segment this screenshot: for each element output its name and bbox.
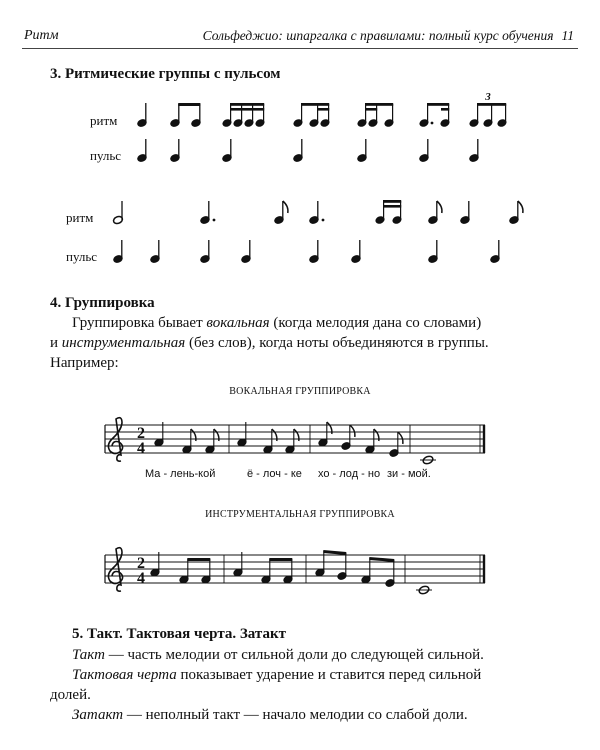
dotted-eighth-sixteenth-icon [419,103,450,127]
eighth-note-icon [389,432,403,458]
instrumental-grouping-caption: ИНСТРУМЕНТАЛЬНАЯ ГРУППИРОВКА [205,509,395,520]
instrumental-grouping-staff [0,545,600,615]
half-note-icon [420,455,436,465]
lyric-2: ё - лоч - ке [247,468,302,480]
quarter-note-icon [200,240,211,264]
pulse-row-1 [137,139,480,163]
vocal-grouping-caption: ВОКАЛЬНАЯ ГРУППИРОВКА [229,386,371,397]
quarter-note-icon [490,240,501,264]
quarter-note-icon [113,240,124,264]
rhythm-groups-notation [0,0,600,300]
eighth-note-icon [274,201,288,225]
line2-text-b: (без слов), когда ноты объединяются в группы. [185,335,489,351]
lyric-3: хо - лод - но [318,468,381,480]
half-note-icon [112,201,123,225]
quarter-note-icon [170,139,181,163]
eighth-note-icon [285,429,299,454]
grouping-paragraph-line-3: Например: [50,355,119,371]
quarter-note-icon [293,139,304,163]
line2-text-a: и [50,335,62,351]
eighth-note-icon [428,201,442,225]
sixteenth-note-icon [222,103,265,127]
eighth-sixteenth-group-icon [293,103,330,127]
term-vocal: вокальная [206,315,270,331]
quarter-note-icon [357,139,368,163]
section-3-heading: 3. Ритмические группы с пульсом [50,66,281,82]
line1-text-a: Группировка бывает [72,315,207,331]
quarter-note-icon [309,240,320,264]
eighth-note-icon [509,201,523,225]
quarter-note-icon [233,552,243,577]
eighth-note-icon [365,429,379,454]
quarter-note-icon [460,201,471,225]
grouping-paragraph-line-2 [50,333,489,353]
row-label-rhythm-2: ритм [66,210,94,225]
term-anacrusis: Затакт [72,707,124,723]
quarter-note-icon [154,422,164,447]
time-signature-bottom: 4 [137,440,145,457]
triplet-icon [469,103,507,127]
quarter-note-icon [222,139,233,163]
eighth-note-icon [263,429,277,454]
half-note-icon [416,585,432,595]
line1-text-b: (когда мелодия дана со словами) [269,315,482,331]
eighth-note-icon [170,103,202,128]
quarter-note-icon [419,139,430,163]
time-signature-bottom: 4 [137,570,145,587]
rhythm-row-1 [137,103,507,128]
vocal-melody-notes [154,422,436,465]
eighth-note-icon [318,422,332,447]
time-signature-top: 2 [137,425,145,442]
instrumental-melody-notes [150,550,432,595]
section-4-heading: 4. Группировка [50,295,155,311]
dotted-quarter-note-icon [200,201,216,225]
definition-anacrusis-text: — неполный такт — начало мелодии со слабой доли. [123,707,468,723]
eighth-note-icon [205,429,219,454]
term-instrumental: инструментальная [61,335,186,351]
quarter-note-icon [150,552,160,577]
sixteenth-eighth-group-icon [357,103,394,127]
header-title-text: Сольфеджио: шпаргалка с правилами: полный курс обучения [202,28,554,43]
page-number: 11 [561,28,574,43]
rhythm-row-2 [112,200,522,225]
row-label-pulse-1: пульс [90,148,122,163]
quarter-note-icon [137,103,148,128]
pulse-row-2 [113,240,501,264]
definition-measure [72,645,484,665]
dotted-quarter-note-icon [309,201,325,225]
definition-anacrusis [72,705,468,725]
definition-barline [72,665,481,685]
definition-barline-continued: долей. [50,687,91,703]
sixteenth-note-icon [375,200,402,224]
lyric-4: зи - мой. [387,468,431,480]
grouping-paragraph-line-1 [72,313,481,333]
definition-barline-text: показывает ударение и ставится перед сильной [176,667,482,683]
quarter-note-icon [428,240,439,264]
term-barline: Тактовая черта [72,667,177,683]
row-label-rhythm-1: ритм [90,113,118,128]
lyric-1: Ма - лень-кой [145,468,216,480]
quarter-note-icon [351,240,362,264]
quarter-note-icon [469,139,480,163]
quarter-note-icon [241,240,252,264]
quarter-note-icon [137,139,148,163]
triplet-label: 3 [485,91,491,103]
row-label-pulse-2: пульс [66,249,98,264]
quarter-note-icon [150,240,161,264]
section-5-heading: 5. Такт. Тактовая черта. Затакт [72,626,286,642]
header-section-name: Ритм [24,28,59,43]
eighth-note-icon [182,429,196,454]
vocal-grouping-staff [0,415,600,505]
definition-measure-text: — часть мелодии от сильной доли до следующей сильной. [104,647,484,663]
quarter-note-icon [237,422,247,447]
time-signature-top: 2 [137,555,145,572]
term-measure: Такт [72,647,105,663]
eighth-note-icon [341,425,355,451]
